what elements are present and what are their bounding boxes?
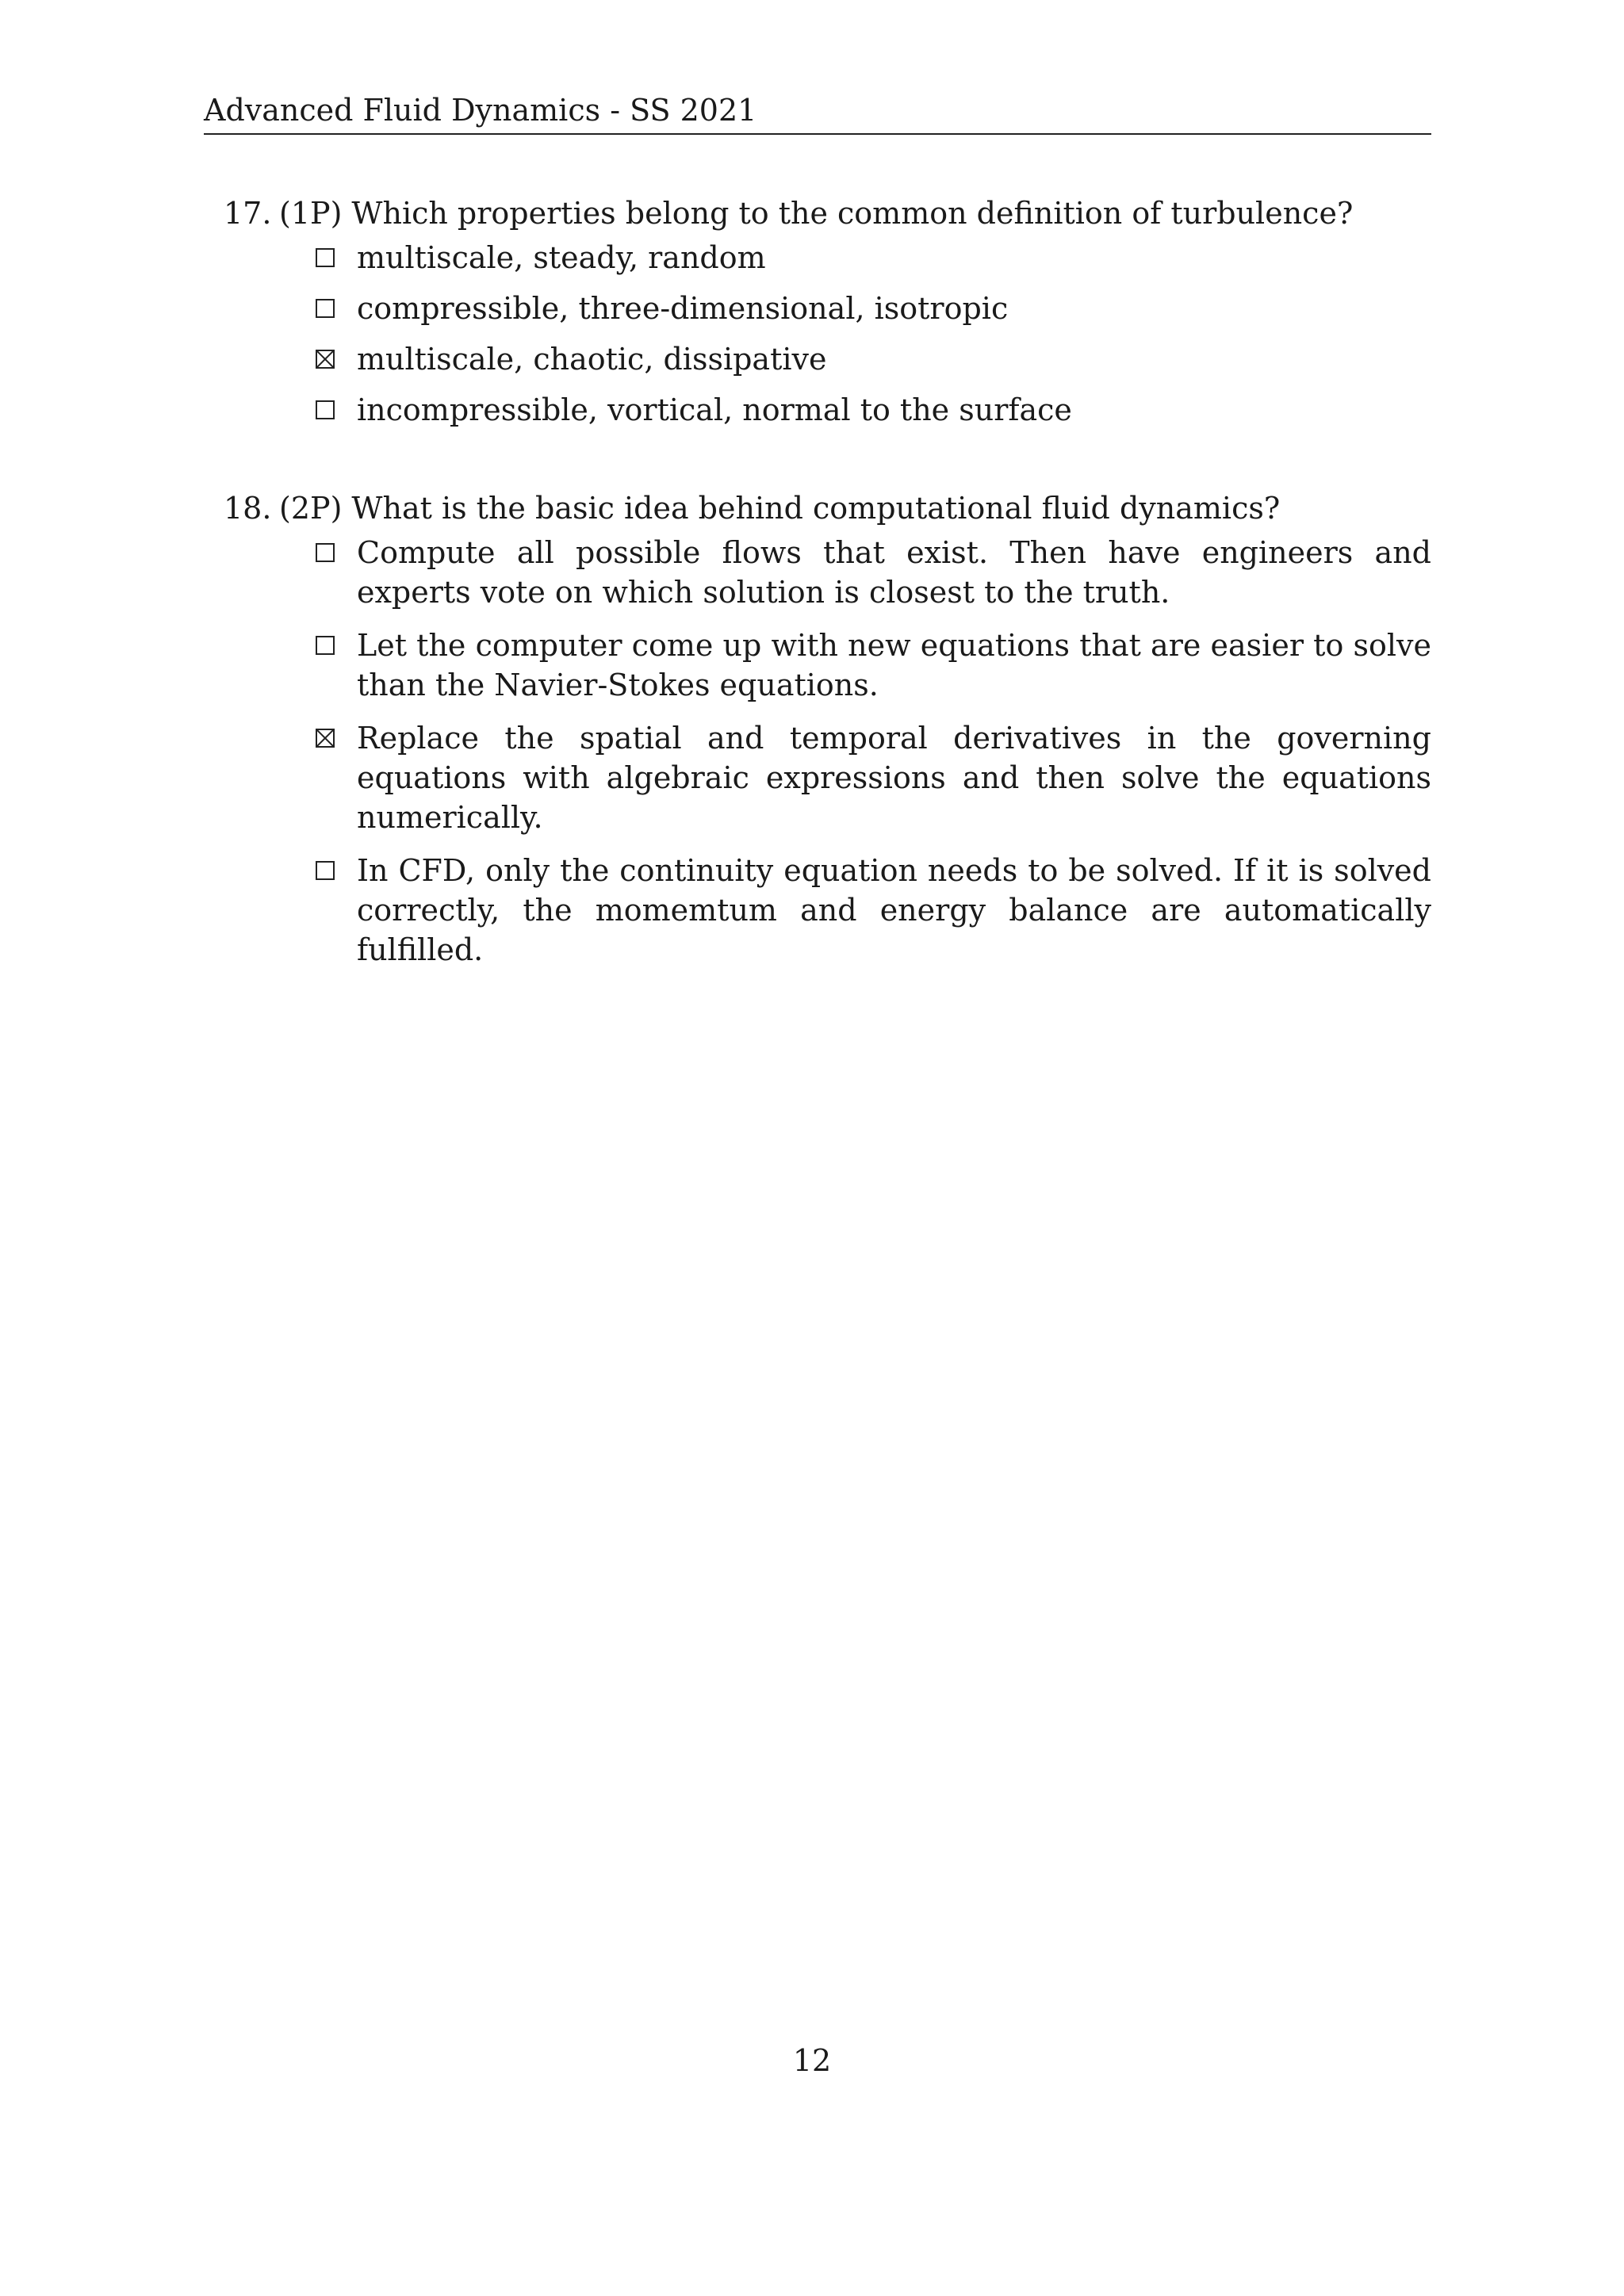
question-17-text: Which properties belong to the common definition of turbulence? bbox=[351, 196, 1354, 231]
q18-option-2-checkbox[interactable] bbox=[316, 636, 335, 655]
q18-option-4-checkbox[interactable] bbox=[316, 861, 335, 880]
question-17-prompt bbox=[224, 192, 1431, 235]
q17-option-2-checkbox[interactable] bbox=[316, 299, 335, 318]
header-title: Advanced Fluid Dynamics - SS 2021 bbox=[204, 93, 757, 128]
q17-option-1-text: multiscale, steady, random bbox=[357, 240, 766, 275]
q18-option-1-checkbox[interactable] bbox=[316, 543, 335, 562]
question-18-number: 18. bbox=[224, 491, 272, 526]
question-17-points: (1P) bbox=[279, 196, 343, 231]
q17-option-4 bbox=[224, 390, 1431, 430]
question-18-prompt bbox=[224, 487, 1431, 530]
page-header bbox=[204, 87, 1431, 135]
q18-option-1 bbox=[224, 533, 1431, 612]
q18-option-3-text: Replace the spatial and temporal derivatives in the governing equations with algebraic expressions and then solve the equations numerically. bbox=[357, 721, 1431, 835]
question-17 bbox=[224, 192, 1431, 441]
q17-option-3-text: multiscale, chaotic, dissipative bbox=[357, 342, 827, 377]
question-18-text: What is the basic idea behind computational fluid dynamics? bbox=[351, 491, 1281, 526]
question-18-options bbox=[224, 533, 1431, 970]
q18-option-2-text: Let the computer come up with new equations that are easier to solve than the Navier-Stokes equations. bbox=[357, 628, 1431, 702]
question-18-points: (2P) bbox=[279, 491, 343, 526]
question-18 bbox=[224, 487, 1431, 983]
q18-option-4-text: In CFD, only the continuity equation needs to be solved. If it is solved correctly, the momemtum and energy balance are automatically fulfilled. bbox=[357, 853, 1431, 967]
q18-option-1-text: Compute all possible flows that exist. Then have engineers and experts vote on which solution is closest to the truth. bbox=[357, 535, 1431, 610]
page-number: 12 bbox=[792, 2043, 832, 2078]
question-17-options bbox=[224, 238, 1431, 430]
q17-option-2-text: compressible, three-dimensional, isotropic bbox=[357, 291, 1009, 326]
q17-option-1-checkbox[interactable] bbox=[316, 248, 335, 267]
q17-option-3 bbox=[224, 339, 1431, 379]
q17-option-1 bbox=[224, 238, 1431, 277]
q18-option-3 bbox=[224, 718, 1431, 837]
q18-option-3-checkbox[interactable] bbox=[316, 729, 335, 748]
checkmark-cross-icon bbox=[317, 351, 333, 367]
q17-option-2 bbox=[224, 289, 1431, 328]
checkmark-cross-icon bbox=[317, 730, 333, 746]
q18-option-2 bbox=[224, 626, 1431, 705]
q17-option-3-checkbox[interactable] bbox=[316, 350, 335, 369]
q17-option-4-checkbox[interactable] bbox=[316, 400, 335, 419]
question-17-number: 17. bbox=[224, 196, 272, 231]
q18-option-4 bbox=[224, 851, 1431, 970]
q17-option-4-text: incompressible, vortical, normal to the surface bbox=[357, 392, 1072, 427]
